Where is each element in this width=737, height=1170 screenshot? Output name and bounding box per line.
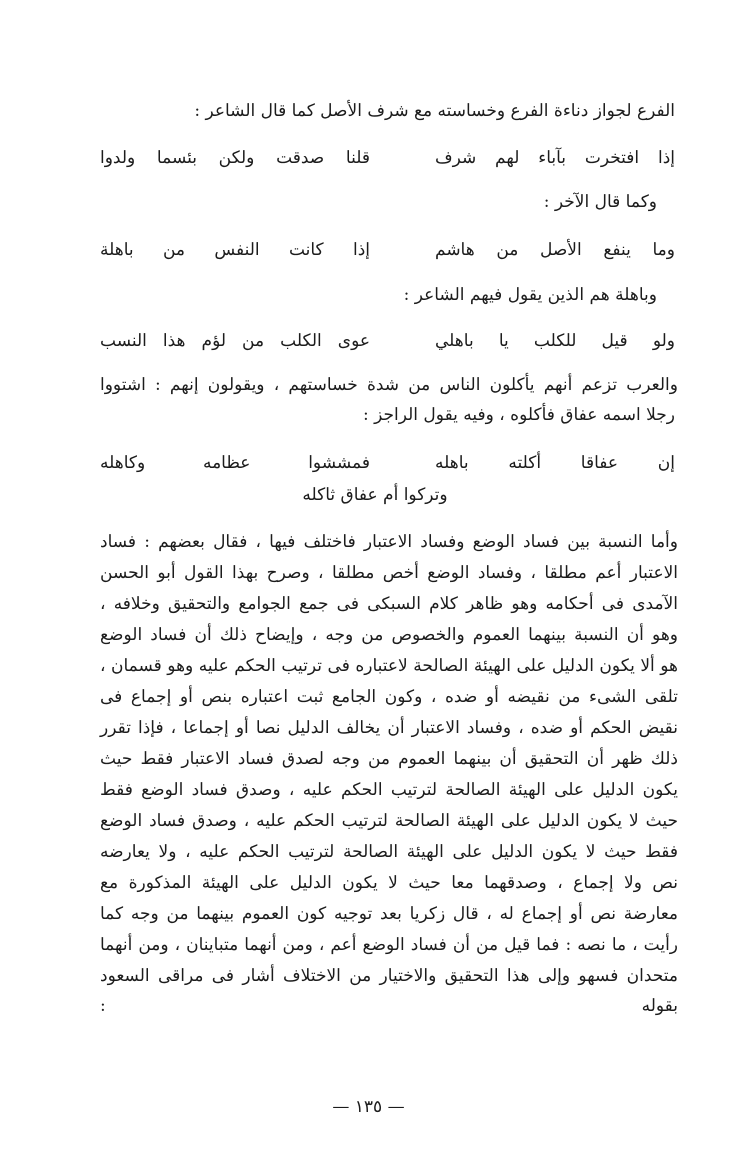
verse-4-second-hemistich: فمششوا عظامه وكاهله xyxy=(100,453,370,473)
verse-3-first-hemistich: ولو قيل للكلب يا باهلي xyxy=(435,331,675,351)
paragraph-1-line-1: والعرب تزعم أنهم يأكلون الناس من شدة خساستهم ، ويقولون إنهم : اشتووا xyxy=(100,375,678,395)
paragraph-2-line-10: حيث لا يكون الدليل على الهيئة الصالحة لترتيب الحكم عليه ، وصدق فساد الوضع xyxy=(100,811,678,831)
paragraph-2-line-12: نص ولا إجماع ، وصدقهما معا حيث لا يكون الدليل على الهيئة المذكورة مع xyxy=(100,873,678,893)
paragraph-2-line-9: يكون الدليل على الهيئة الصالحة لترتيب الحكم عليه ، وصدق فساد الوضع فقط xyxy=(100,780,678,800)
paragraph-2-line-5: هو ألا يكون الدليل على الهيئة الصالحة لاعتباره فى ترتيب الحكم عليه وهو قسمان ، xyxy=(100,656,678,676)
paragraph-2-line-13: معارضة نص أو إجماع له ، قال زكريا بعد توجيه كون العموم بينهما من وجه كما xyxy=(100,904,678,924)
text-line-intro: الفرع لجواز دناءة الفرع وخساسته مع شرف الأصل كما قال الشاعر : xyxy=(194,101,675,121)
verse-4-first-hemistich: إن عفاقا أكلته باهله xyxy=(435,453,675,473)
paragraph-2-line-4: وهو أن النسبة بينهما العموم والخصوص من وجه ، وإيضاح ذلك أن فساد الوضع xyxy=(100,625,678,645)
page-number: — ١٣٥ — xyxy=(332,1097,405,1117)
verse-1-first-hemistich: إذا افتخرت بآباء لهم شرف xyxy=(435,148,675,168)
verse-2-first-hemistich: وما ينفع الأصل من هاشم xyxy=(435,240,675,260)
paragraph-2-line-1: وأما النسبة بين فساد الوضع وفساد الاعتبار فاختلف فيها ، فقال بعضهم : فساد xyxy=(100,532,678,552)
verse-4-third-line: وتركوا أم عفاق ثاكله xyxy=(302,485,448,505)
text-line-intro-2: وكما قال الآخر : xyxy=(543,192,657,212)
paragraph-1-line-2: رجلا اسمه عفاق فأكلوه ، وفيه يقول الراجز : xyxy=(363,405,675,425)
paragraph-2-line-7: نقيض الحكم أو ضده ، وفساد الاعتبار أن يخالف الدليل نصا أو إجماعا ، فإذا تقرر xyxy=(100,718,678,738)
verse-3-second-hemistich: عوى الكلب من لؤم هذا النسب xyxy=(100,331,370,351)
paragraph-2-line-3: الآمدى فى أحكامه وهو ظاهر كلام السبكى فى جمع الجوامع والتحقيق وخلافه ، xyxy=(100,594,678,614)
paragraph-2-line-15: متحدان فسهو وإلى هذا التحقيق والاختيار من الاختلاف أشار فى مراقى السعود بقوله : xyxy=(100,966,678,1016)
paragraph-2-line-2: الاعتبار أعم مطلقا ، وفساد الوضع أخص مطلقا ، وصرح بهذا القول أبو الحسن xyxy=(100,563,678,583)
text-line-intro-3: وباهلة هم الذين يقول فيهم الشاعر : xyxy=(403,285,657,305)
verse-1-second-hemistich: قلنا صدقت ولكن بئسما ولدوا xyxy=(100,148,370,168)
paragraph-2-line-14: رأيت ، ما نصه : فما قيل من أن فساد الوضع أعم ، ومن أنهما متباينان ، ومن أنهما xyxy=(100,935,678,955)
paragraph-2-line-8: ذلك ظهر أن التحقيق أن بينهما العموم من وجه لصدق فساد الاعتبار فقط حيث xyxy=(100,749,678,769)
paragraph-2-line-6: تلقى الشىء من نقيضه أو ضده ، وكون الجامع ثبت اعتباره بنص أو إجماع فى xyxy=(100,687,678,707)
paragraph-2-line-11: فقط حيث لا يكون الدليل على الهيئة الصالحة لترتيب الحكم عليه ، ولا يعارضه xyxy=(100,842,678,862)
verse-2-second-hemistich: إذا كانت النفس من باهلة xyxy=(100,240,370,260)
